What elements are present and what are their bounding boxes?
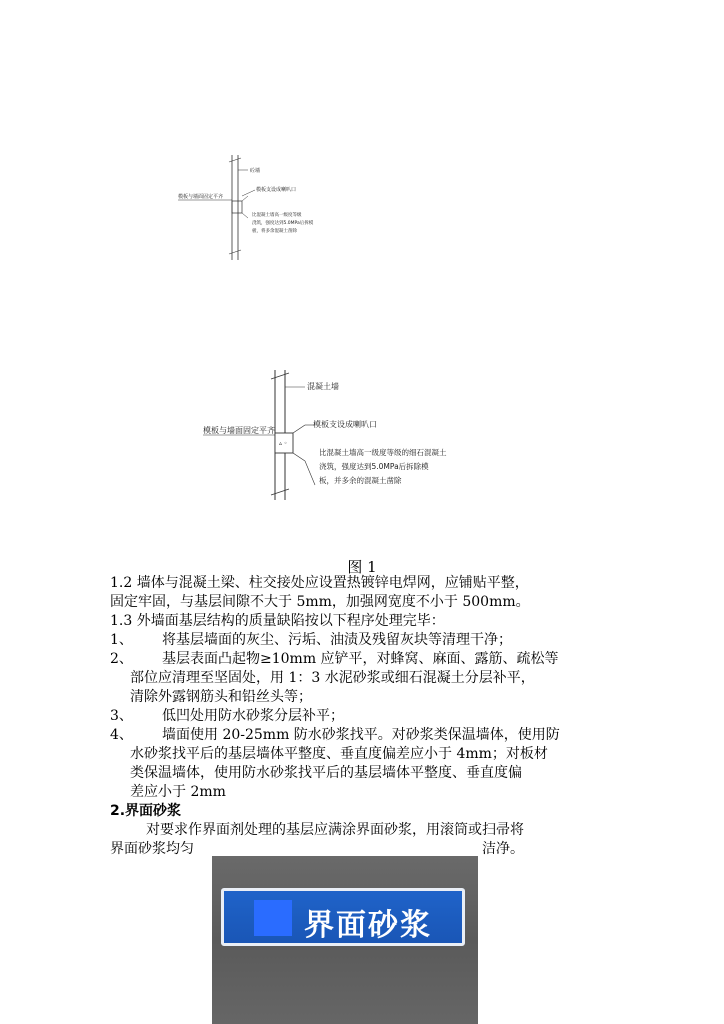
list-text-continued: 水砂浆找平后的基层墙体平整度、垂直度偏差应小于 4mm；对板材 — [130, 746, 548, 762]
sign-text: 界面砂浆 — [304, 908, 432, 943]
section-heading: 2.界面砂浆 — [110, 803, 182, 819]
fig-large-label-top: 混凝土墙 — [307, 382, 339, 391]
list-number: 4、 — [110, 727, 133, 743]
list-text-continued: 清除外露钢筋头和铅丝头等； — [130, 689, 312, 705]
fig-small-note-1: 比混凝土墙高一级度等级 — [252, 213, 302, 218]
sign-logo-square — [254, 900, 292, 936]
list-item — [110, 707, 616, 726]
fig-small-note-3: 板，将多余混凝土凿除 — [252, 229, 297, 234]
list-number: 2、 — [110, 651, 133, 667]
svg-text:▵ ◦: ▵ ◦ — [279, 440, 288, 447]
list-text: 将基层墙面的灰尘、污垢、油渍及残留灰块等清理干净； — [162, 632, 512, 648]
figure-large-svg — [195, 365, 495, 505]
figure-small-svg — [160, 150, 330, 270]
list-text: 基层表面凸起物≥10mm 应铲平，对蜂窝、麻面、露筋、疏松等 — [162, 651, 559, 667]
paragraph-1-2-line-2: 固定牢固，与基层间隙不大于 5mm，加强网宽度不小于 500mm。 — [110, 594, 530, 610]
paragraph-1-3: 1.3 外墙面基层结构的质量缺陷按以下程序处理完毕： — [110, 613, 445, 629]
fig-large-label-left: 模板与墙面固定平齐 — [203, 426, 275, 435]
list-text: 墙面使用 20-25mm 防水砂浆找平。对砂浆类保温墙体，使用防 — [162, 727, 560, 743]
interface-mortar-photo — [212, 856, 478, 1024]
fig-small-label-mid: 模板支设成喇叭口 — [256, 187, 297, 193]
fig-large-note-1: 比混凝土墙高一级度等级的细石混凝土 — [319, 448, 447, 457]
list-number: 3、 — [110, 708, 133, 724]
list-text-continued: 类保温墙体，使用防水砂浆找平后的基层墙体平整度、垂直度偏 — [130, 765, 522, 781]
list-item — [110, 726, 616, 745]
fig-small-note-2: 浇筑，强度达到5.0MPa后拆模 — [252, 221, 314, 226]
figure-caption: 图 1 — [347, 558, 377, 576]
interface-mortar-sign — [221, 888, 465, 946]
list-text-continued: 差应小于 2mm — [130, 784, 226, 800]
fig-small-label-top: 砼墙 — [250, 168, 261, 174]
paragraph-1-2-line-1: 1.2 墙体与混凝土梁、柱交接处应设置热镀锌电焊网，应铺贴平整， — [110, 575, 529, 591]
fig-small-label-left: 模板与墙面固定平齐 — [178, 194, 224, 200]
list-number: 1、 — [110, 632, 133, 648]
figure-large-detail — [195, 365, 495, 505]
fig-large-label-mid: 模板支设成喇叭口 — [313, 420, 377, 429]
section-2-line-2-tail: 洁净。 — [482, 841, 524, 857]
list-item — [110, 650, 616, 669]
fig-large-note-2: 浇筑，强度达到5.0MPa后拆除模 — [319, 462, 429, 471]
section-2-line-2-start: 界面砂浆均匀 — [110, 841, 194, 857]
figure-small-detail — [160, 150, 330, 270]
list-text-continued: 部位应清理至坚固处，用 1：3 水泥砂浆或细石混凝土分层补平， — [130, 670, 535, 686]
fig-large-note-3: 板，并多余的混凝土凿除 — [319, 476, 402, 485]
section-2-line-1: 对要求作界面剂处理的基层应满涂界面砂浆，用滚筒或扫帚将 — [146, 822, 524, 838]
document-body — [110, 574, 616, 859]
list-text: 低凹处用防水砂浆分层补平； — [162, 708, 344, 724]
list-item — [110, 631, 616, 650]
